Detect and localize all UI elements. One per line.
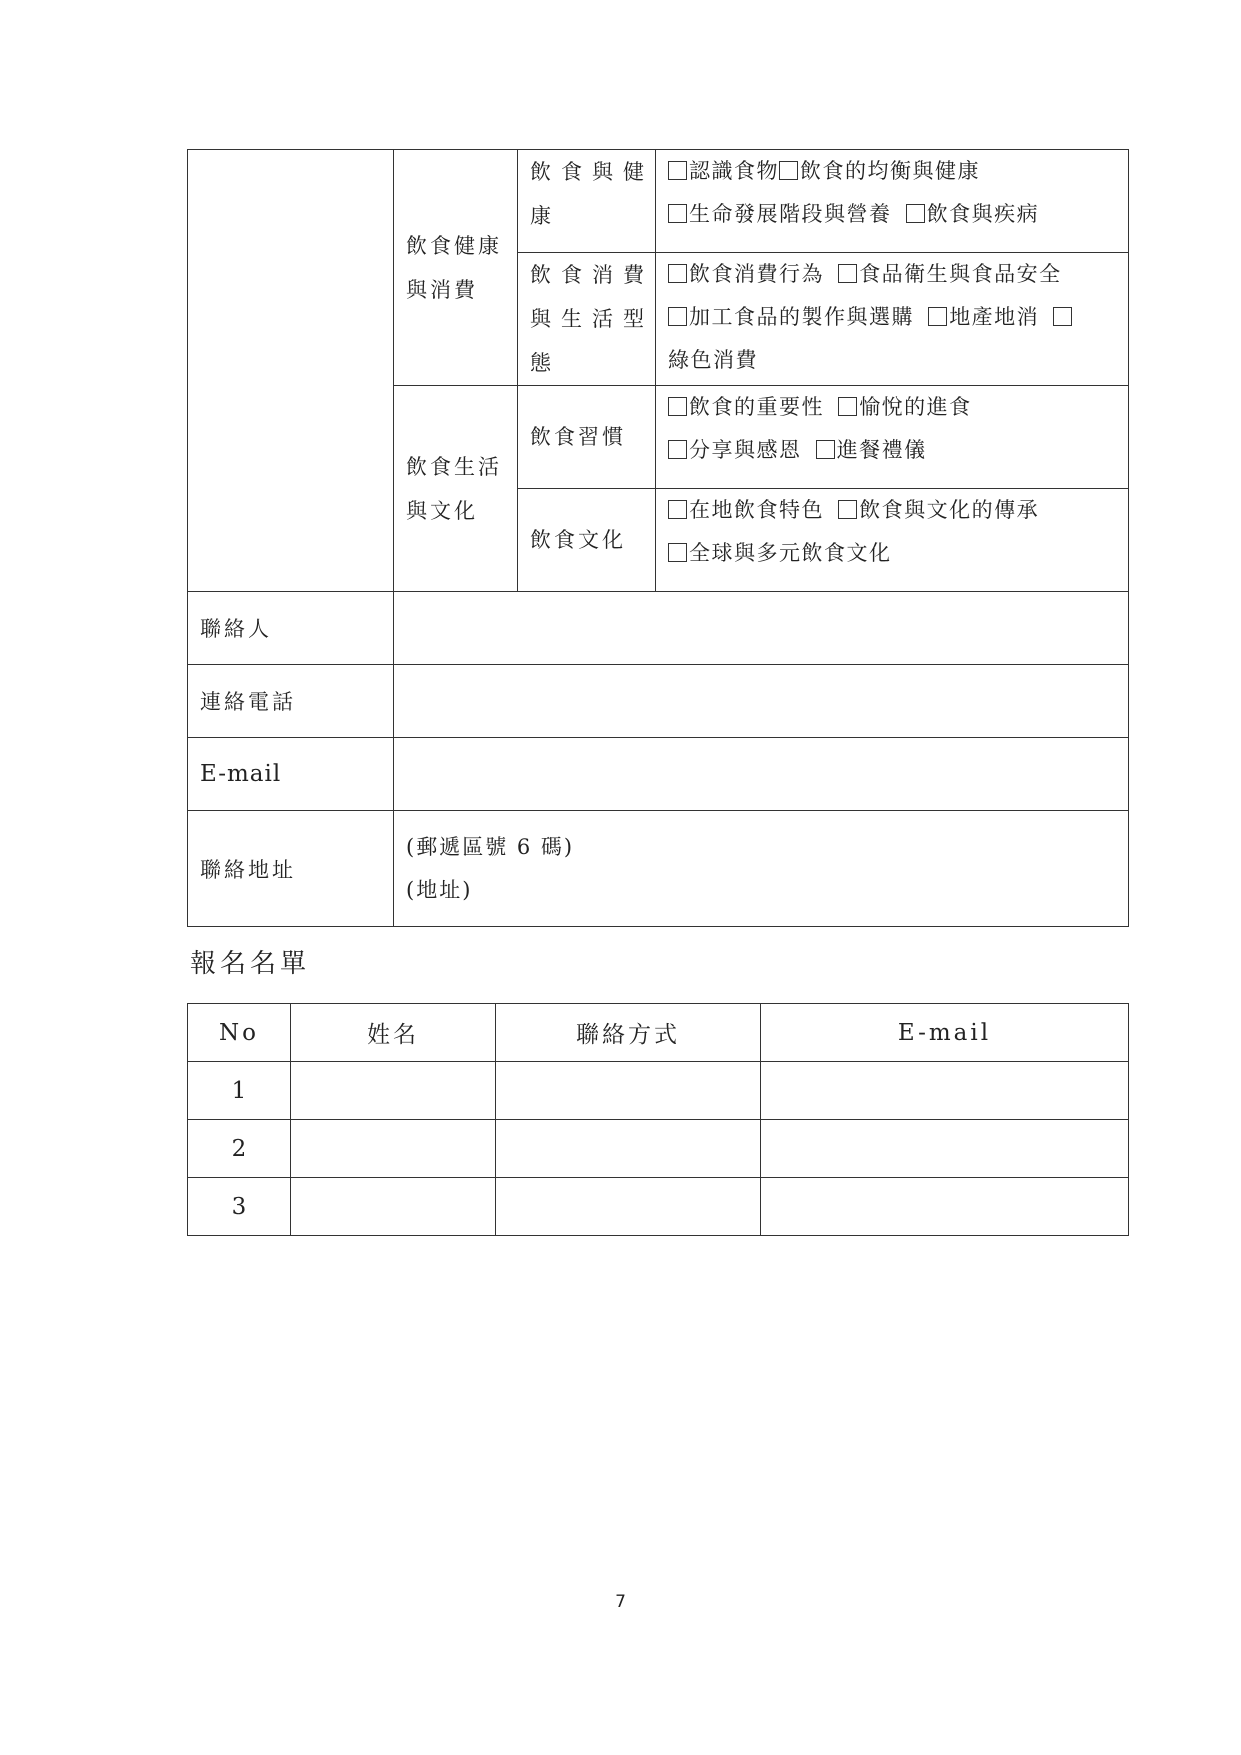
option-label: 飲食的重要性 <box>689 395 824 419</box>
contact-person-field[interactable] <box>394 592 1129 665</box>
checkbox[interactable] <box>668 204 687 223</box>
contact-cell[interactable] <box>496 1178 761 1236</box>
option-label: 分享與感恩 <box>689 438 802 462</box>
checkbox[interactable] <box>779 161 798 180</box>
checkbox[interactable] <box>838 500 857 519</box>
options-cell-consumption-lifestyle <box>656 253 1129 386</box>
subcategory-cell-diet-culture <box>518 489 656 592</box>
name-cell[interactable] <box>291 1120 496 1178</box>
option-line <box>668 150 1128 193</box>
blank-category-cell <box>188 150 394 592</box>
header-no: No <box>188 1004 291 1062</box>
category-cell-health-consumption <box>394 150 518 386</box>
checkbox[interactable] <box>668 397 687 416</box>
header-contact: 聯絡方式 <box>496 1004 761 1062</box>
phone-label: 連絡電話 <box>188 665 394 738</box>
option-label: 飲食與疾病 <box>926 202 1040 226</box>
contact-cell[interactable] <box>496 1120 761 1178</box>
category-label: 飲食健康與消費 <box>406 233 502 302</box>
header-name: 姓名 <box>291 1004 496 1062</box>
option-label: 飲食的均衡與健康 <box>800 159 980 183</box>
name-cell[interactable] <box>291 1178 496 1236</box>
subcategory-label: 飲食習慣 <box>530 425 626 449</box>
option-label: 飲食與文化的傳承 <box>859 498 1040 522</box>
checkbox[interactable] <box>1053 307 1072 326</box>
table-row <box>188 1062 1129 1120</box>
option-label: 全球與多元飲食文化 <box>689 541 892 565</box>
table-row <box>188 1178 1129 1236</box>
subcategory-cell-diet-habits <box>518 386 656 489</box>
option-label: 加工食品的製作與選購 <box>689 305 914 329</box>
address-label: 聯絡地址 <box>188 811 394 927</box>
roster-table <box>187 1003 1129 1236</box>
option-label-continued: 綠色消費 <box>668 348 758 372</box>
name-cell[interactable] <box>291 1062 496 1120</box>
options-cell-diet-culture <box>656 489 1129 592</box>
option-line <box>668 253 1128 296</box>
option-label: 食品衛生與食品安全 <box>859 262 1062 286</box>
option-line <box>668 193 1128 236</box>
contact-person-label: 聯絡人 <box>188 592 394 665</box>
option-label: 愉悅的進食 <box>859 395 972 419</box>
address-field[interactable] <box>394 811 1129 927</box>
contact-cell[interactable] <box>496 1062 761 1120</box>
checkbox[interactable] <box>668 307 687 326</box>
checkbox[interactable] <box>668 264 687 283</box>
email-cell[interactable] <box>761 1062 1129 1120</box>
postal-code-hint: (郵遞區號 6 碼) <box>406 834 575 859</box>
checkbox[interactable] <box>928 307 947 326</box>
email-cell[interactable] <box>761 1178 1129 1236</box>
option-label: 進餐禮儀 <box>836 438 927 462</box>
checkbox[interactable] <box>668 440 687 459</box>
page-number: 7 <box>615 1592 626 1612</box>
options-cell-diet-health <box>656 150 1129 253</box>
option-line <box>668 532 1128 575</box>
subcategory-cell-diet-health <box>518 150 656 253</box>
email-cell[interactable] <box>761 1120 1129 1178</box>
option-label: 地產地消 <box>949 305 1040 329</box>
checkbox[interactable] <box>668 161 687 180</box>
category-label: 飲食生活與文化 <box>406 454 502 523</box>
option-label: 飲食消費行為 <box>689 262 824 286</box>
subcategory-cell-consumption-lifestyle <box>518 253 656 386</box>
header-email: E-mail <box>761 1004 1129 1062</box>
option-label: 生命發展階段與營養 <box>689 202 892 226</box>
subcategory-label: 飲食文化 <box>530 528 626 552</box>
table-row <box>188 1120 1129 1178</box>
subcategory-label: 飲食與健康 <box>530 160 654 228</box>
option-label: 認識食物 <box>689 159 779 183</box>
row-number: 2 <box>188 1120 291 1178</box>
option-label: 在地飲食特色 <box>689 498 824 522</box>
roster-title: 報名名單 <box>190 949 311 979</box>
option-line <box>668 429 1128 472</box>
option-line <box>668 386 1128 429</box>
option-line <box>668 296 1128 339</box>
row-number: 1 <box>188 1062 291 1120</box>
subcategory-label: 飲食消費與生活型態 <box>530 263 654 375</box>
curriculum-contact-table <box>187 149 1129 927</box>
row-number: 3 <box>188 1178 291 1236</box>
email-field[interactable] <box>394 738 1129 811</box>
email-label: E-mail <box>188 738 394 811</box>
option-line <box>668 489 1128 532</box>
checkbox[interactable] <box>668 500 687 519</box>
checkbox[interactable] <box>838 397 857 416</box>
checkbox[interactable] <box>906 204 925 223</box>
category-cell-life-culture <box>394 386 518 592</box>
checkbox[interactable] <box>816 440 835 459</box>
checkbox[interactable] <box>838 264 857 283</box>
address-hint: (地址) <box>406 877 473 902</box>
checkbox[interactable] <box>668 543 687 562</box>
phone-field[interactable] <box>394 665 1129 738</box>
option-line <box>668 339 1128 382</box>
options-cell-diet-habits <box>656 386 1129 489</box>
